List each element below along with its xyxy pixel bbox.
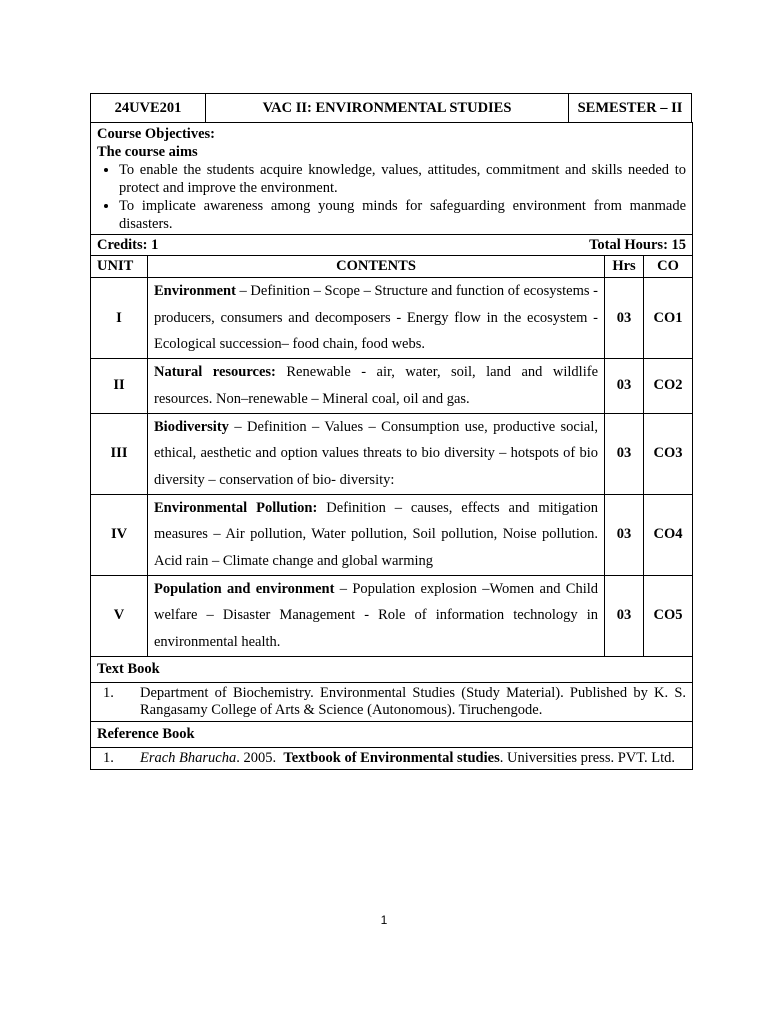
objective-item: • To enable the students acquire knowledge, values, attitudes, commitment and skills needed to protect and improve the environment. bbox=[119, 161, 686, 197]
reference-book-number: 1. bbox=[103, 749, 114, 766]
unit-description: Renewable - air, water, soil, land and wildlife resources. Non–renewable – Mineral coal, oil and gas. bbox=[154, 364, 598, 407]
objectives-heading: Course Objectives: bbox=[97, 126, 215, 142]
unit-contents bbox=[148, 413, 605, 494]
semester-label: SEMESTER – II bbox=[569, 94, 692, 123]
unit-topic: Population and environment bbox=[154, 580, 335, 597]
unit-number: II bbox=[91, 359, 148, 413]
unit-row bbox=[91, 575, 693, 656]
objectives-list bbox=[97, 161, 686, 233]
unit-description: – Definition – Scope – Structure and function of ecosystems - producers, consumers and decomposers - Energy flow in the ecosystem - Ecological succession– food chain, food webs. bbox=[154, 283, 598, 353]
credits-label: Credits: 1 bbox=[97, 236, 159, 253]
reference-publisher: . Universities press. PVT. Ltd. bbox=[499, 749, 676, 766]
unit-row bbox=[91, 413, 693, 494]
reference-book-row bbox=[91, 747, 693, 769]
page-number: 1 bbox=[380, 913, 388, 927]
objective-item: • To implicate awareness among young minds for safeguarding environment from manmade disasters. bbox=[119, 197, 686, 233]
unit-hours: 03 bbox=[605, 575, 644, 656]
unit-contents bbox=[148, 575, 605, 656]
unit-number: III bbox=[91, 413, 148, 494]
objectives-cell bbox=[91, 123, 693, 235]
unit-co: CO1 bbox=[644, 278, 693, 359]
unit-description: Definition – causes, effects and mitigation measures – Air pollution, Water pollution, Soil pollution, Noise pollution. Acid rain – Climate change and global warming bbox=[154, 499, 598, 570]
course-header-table bbox=[90, 93, 692, 123]
unit-row bbox=[91, 278, 693, 359]
text-book-heading-row bbox=[91, 656, 693, 682]
unit-contents bbox=[148, 494, 605, 575]
unit-contents bbox=[148, 278, 605, 359]
course-code: 24UVE201 bbox=[91, 94, 206, 123]
reference-book-entry bbox=[140, 750, 686, 767]
hrs-column-header: Hrs bbox=[605, 256, 644, 278]
reference-title: Textbook of Environmental studies bbox=[283, 749, 500, 766]
unit-co: CO4 bbox=[644, 494, 693, 575]
text-book-number: 1. bbox=[103, 684, 114, 701]
unit-row bbox=[91, 494, 693, 575]
unit-topic: Environmental Pollution: bbox=[154, 499, 318, 516]
reference-book-heading: Reference Book bbox=[91, 721, 693, 747]
text-book-heading: Text Book bbox=[91, 656, 693, 682]
unit-topic: Environment bbox=[154, 283, 236, 299]
contents-column-header: CONTENTS bbox=[148, 256, 605, 278]
objectives-subheading: The course aims bbox=[97, 144, 198, 160]
unit-number: V bbox=[91, 575, 148, 656]
unit-hours: 03 bbox=[605, 494, 644, 575]
reference-author: Erach Bharucha bbox=[140, 749, 237, 766]
unit-number: I bbox=[91, 278, 148, 359]
unit-column-header: UNIT bbox=[91, 256, 148, 278]
unit-co: CO3 bbox=[644, 413, 693, 494]
syllabus-table bbox=[90, 122, 693, 770]
unit-hours: 03 bbox=[605, 413, 644, 494]
unit-row bbox=[91, 359, 693, 413]
reference-book-heading-row bbox=[91, 721, 693, 747]
unit-hours: 03 bbox=[605, 359, 644, 413]
unit-topic: Biodiversity bbox=[154, 418, 229, 435]
unit-co: CO5 bbox=[644, 575, 693, 656]
unit-topic: Natural resources: bbox=[154, 364, 276, 381]
unit-hours: 03 bbox=[605, 278, 644, 359]
text-book-row bbox=[91, 682, 693, 721]
unit-description: – Definition – Values – Consumption use, productive social, ethical, aesthetic and option values threats to bio diversity – hotspots of bio diversity – conservation of bio- diversity: bbox=[154, 418, 598, 488]
credits-row bbox=[91, 235, 693, 256]
total-hours-label: Total Hours: 15 bbox=[589, 236, 687, 253]
objectives-row bbox=[91, 123, 693, 235]
text-book-entry: Department of Biochemistry. Environmental Studies (Study Material). Published by K. S. Rangasamy College of Arts & Science (Autonomous). Tiruchengode. bbox=[140, 684, 687, 718]
unit-contents bbox=[148, 359, 605, 413]
unit-number: IV bbox=[91, 494, 148, 575]
course-title: VAC II: ENVIRONMENTAL STUDIES bbox=[206, 94, 569, 123]
column-header-row bbox=[91, 256, 693, 278]
unit-co: CO2 bbox=[644, 359, 693, 413]
reference-year: . 2005. bbox=[236, 749, 284, 766]
unit-description: – Population explosion –Women and Child welfare – Disaster Management - Role of information technology in environmental health. bbox=[154, 580, 598, 651]
co-column-header: CO bbox=[644, 256, 693, 278]
